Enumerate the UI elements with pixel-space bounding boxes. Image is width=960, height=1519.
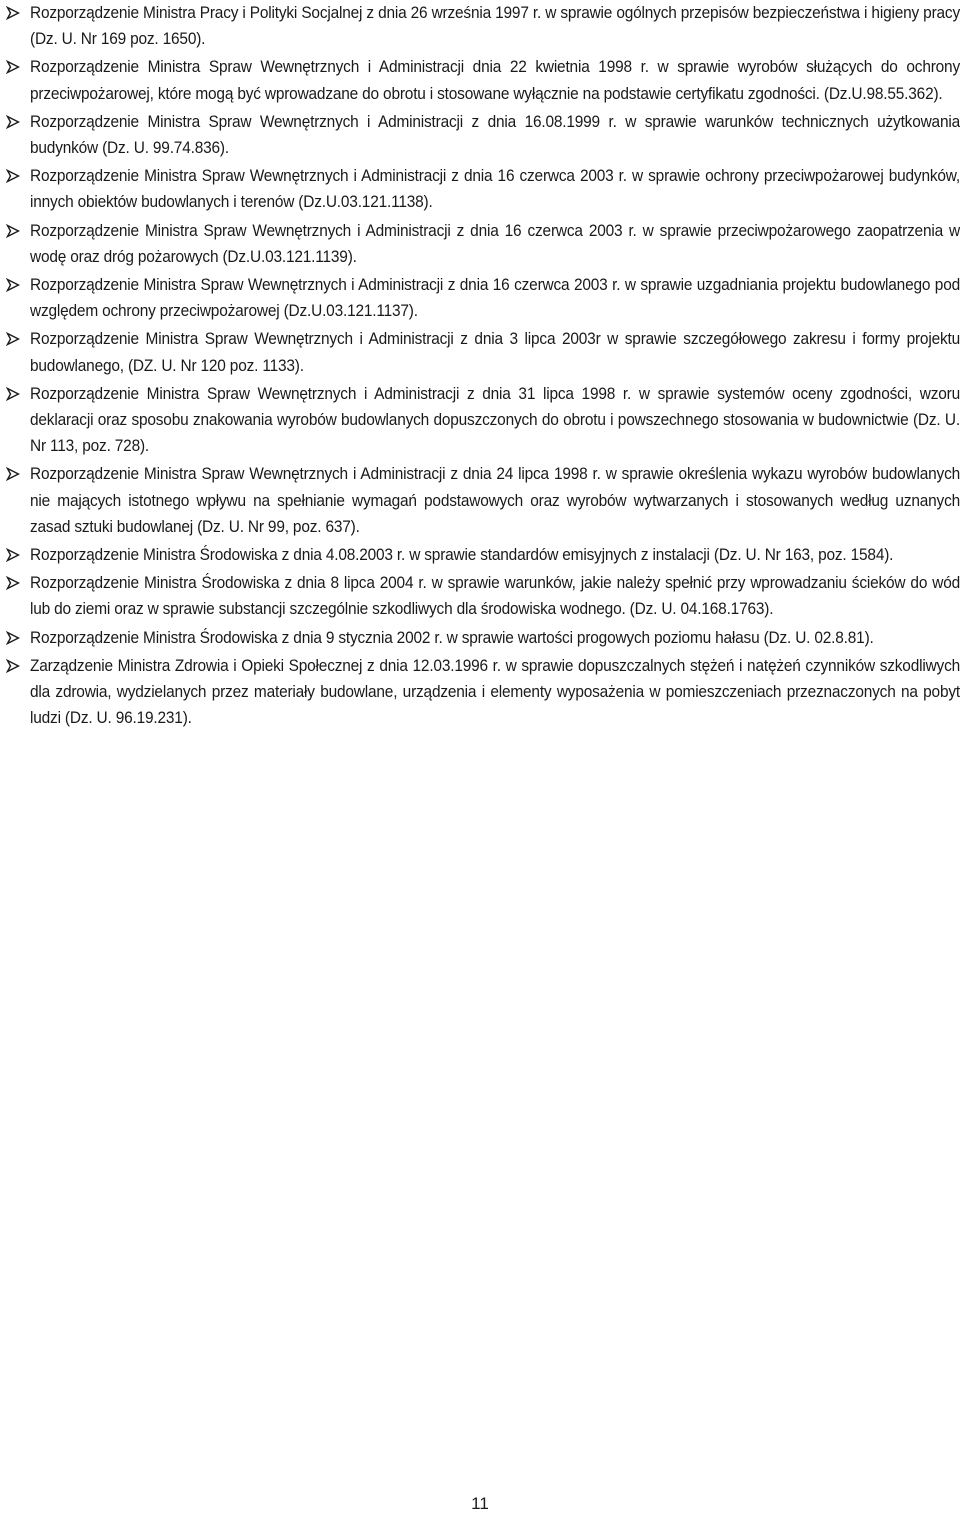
arrowhead-bullet-icon [6,387,20,401]
regulation-text: Rozporządzenie Ministra Spraw Wewnętrznych i Administracji z dnia 16 czerwca 2003 r. w sprawie uzgadniania projektu budowlanego pod względem ochrony przeciwpożarowej (Dz.U.03.121.1137). [30,275,960,321]
regulation-text: Rozporządzenie Ministra Spraw Wewnętrznych i Administracji dnia 22 kwietnia 1998 r. w sprawie wyrobów służących do ochrony przeciwpożarowej, które mogą być wprowadzane do obrotu i stosowane wyłącznie na podstawie certyfikatu zgodności. (Dz.U.98.55.362). [30,57,960,103]
regulation-text: Rozporządzenie Ministra Spraw Wewnętrznych i Administracji z dnia 16 czerwca 2003 r. w sprawie przeciwpożarowego zaopatrzenia w wodę oraz dróg pożarowych (Dz.U.03.121.1139). [30,220,960,266]
regulation-text: Rozporządzenie Ministra Spraw Wewnętrznych i Administracji z dnia 16.08.1999 r. w sprawie warunków technicznych użytkowania budynków (Dz. U. 99.74.836). [30,111,960,158]
regulation-text: Rozporządzenie Ministra Spraw Wewnętrznych i Administracji z dnia 31 lipca 1998 r. w sprawie systemów oceny zgodności, wzoru deklaracji oraz sposobu znakowania wyrobów budowlanych dopuszczonych do obrotu i powszechnego stosowania w budownictwie (Dz. U. Nr 113, poz. 728). [30,383,960,456]
list-item [6,109,960,161]
arrowhead-bullet-icon [6,467,20,481]
list-item [6,461,960,540]
page-number: 11 [471,1494,489,1513]
arrowhead-bullet-icon [6,631,20,645]
list-item [6,625,956,651]
regulation-text: Rozporządzenie Ministra Spraw Wewnętrznych i Administracji z dnia 24 lipca 1998 r. w sprawie określenia wykazu wyrobów budowlanych nie mających istotnego wpływu na spełnianie wymagań podstawowych oraz wyrobów wytwarzanych i stosowanych według uznanych zasad sztuki budowlanej (Dz. U. Nr 99, poz. 637). [30,464,960,536]
list-item [6,218,960,270]
list-item [6,54,960,106]
regulations-list [6,0,960,733]
list-item [6,570,960,622]
arrowhead-bullet-icon [6,332,20,346]
regulation-text: Rozporządzenie Ministra Spraw Wewnętrznych i Administracji z dnia 3 lipca 2003r w sprawie szczegółowego zakresu i formy projektu budowlanego, (DZ. U. Nr 120 poz. 1133). [30,329,960,375]
list-item [6,0,960,52]
regulation-text: Rozporządzenie Ministra Pracy i Polityki Socjalnej z dnia 26 września 1997 r. w sprawie ogólnych przepisów bezpieczeństwa i higieny pracy (Dz. U. Nr 169 poz. 1650). [30,3,960,49]
list-item [6,653,960,732]
list-item [6,163,960,215]
arrowhead-bullet-icon [6,548,20,562]
list-item [6,272,960,324]
arrowhead-bullet-icon [6,278,20,292]
arrowhead-bullet-icon [6,60,20,74]
regulation-text: Rozporządzenie Ministra Spraw Wewnętrznych i Administracji z dnia 16 czerwca 2003 r. w sprawie ochrony przeciwpożarowej budynków, innych obiektów budowlanych i terenów (Dz.U.03.121.1138). [30,166,960,212]
arrowhead-bullet-icon [6,6,20,20]
arrowhead-bullet-icon [6,659,20,673]
list-item [6,542,956,568]
regulation-text: Zarządzenie Ministra Zdrowia i Opieki Społecznej z dnia 12.03.1996 r. w sprawie dopuszczalnych stężeń i natężeń czynników szkodliwych dla zdrowia, wydzielanych przez materiały budowlane, urządzenia i elementy wyposażenia w pomieszczeniach przeznaczonych na pobyt ludzi (Dz. U. 96.19.231). [30,655,960,728]
regulation-text: Rozporządzenie Ministra Środowiska z dnia 9 stycznia 2002 r. w sprawie wartości progowych poziomu hałasu (Dz. U. 02.8.81). [30,627,874,647]
list-item [6,381,960,460]
regulation-text: Rozporządzenie Ministra Środowiska z dnia 8 lipca 2004 r. w sprawie warunków, jakie należy spełnić przy wprowadzaniu ścieków do wód lub do ziemi oraz w sprawie substancji szczególnie szkodliwych dla środowiska wodnego. (Dz. U. 04.168.1763). [30,573,960,619]
arrowhead-bullet-icon [6,169,20,183]
list-item [6,326,960,378]
regulation-text: Rozporządzenie Ministra Środowiska z dnia 4.08.2003 r. w sprawie standardów emisyjnych z instalacji (Dz. U. Nr 163, poz. 1584). [30,545,894,565]
arrowhead-bullet-icon [6,576,20,590]
arrowhead-bullet-icon [6,115,20,129]
arrowhead-bullet-icon [6,224,20,238]
